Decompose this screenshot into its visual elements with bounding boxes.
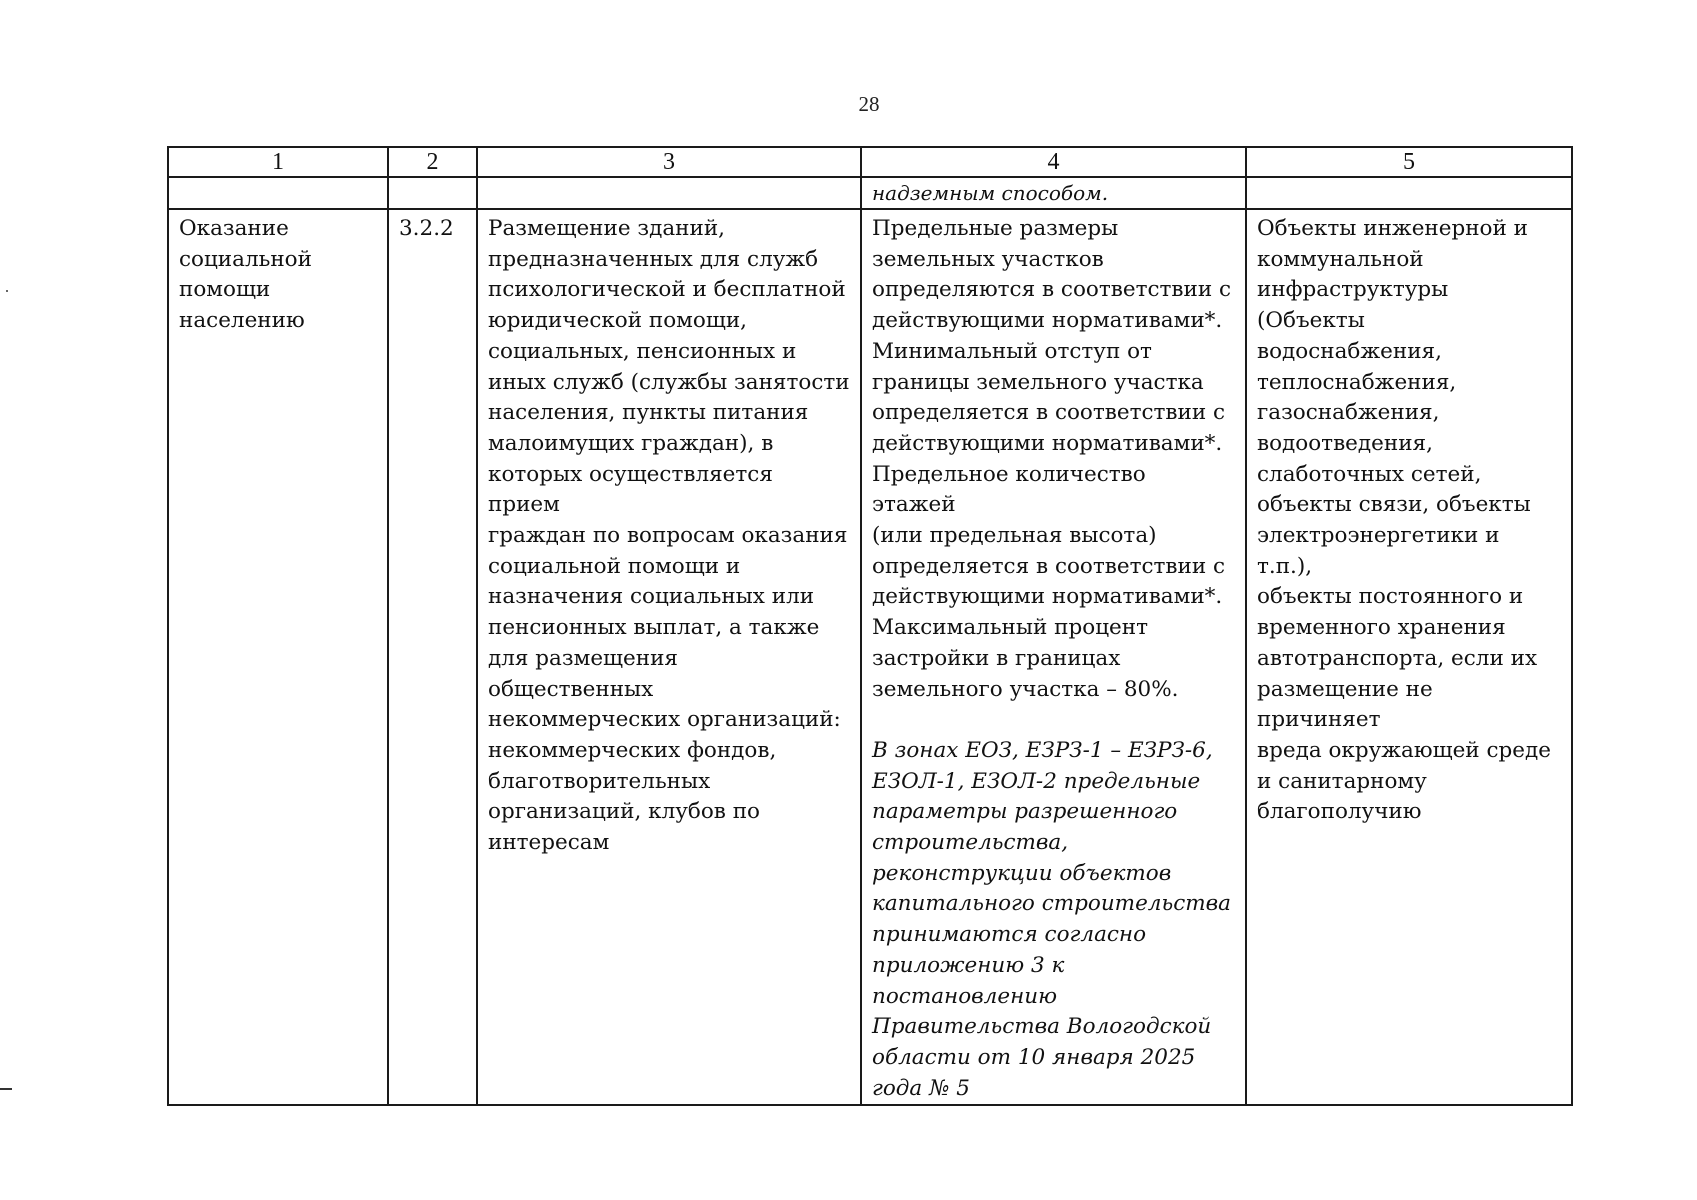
header-col-4: 4 [861, 147, 1246, 177]
use-type-code [388, 209, 477, 1105]
table-header-row [168, 147, 1572, 177]
use-type-name [168, 209, 388, 1105]
land-use-table [167, 146, 1573, 1106]
header-col-2: 2 [388, 147, 477, 177]
page-number: 28 [858, 92, 880, 116]
table-row [168, 209, 1572, 1105]
continuation-cell-5 [1246, 177, 1572, 209]
construction-parameters-note: В зонах ЕОЗ, ЕЗРЗ-1 – ЕЗРЗ-6, ЕЗОЛ-1, ЕЗОЛ-2 предельные параметры разрешенного строительства, реконструкции объектов капитального строительства принимаются согласно приложению 3 к постановлению Правительства Вологодской области от 10 января 2025 года № 5 [872, 737, 1231, 1101]
construction-parameters [861, 209, 1246, 1105]
continuation-cell-1 [168, 177, 388, 209]
auxiliary-uses-text: Объекты инженерной и коммунальной инфраструктуры (Объекты водоснабжения, теплоснабжения, газоснабжения, водоотведения, слаботочных сетей, объекты связи, объекты электроэнергетики и т.п.), объекты постоянного и временного хранения автотранспорта, если их размещение не причиняет вреда окружающей среде и санитарному благополучию [1257, 216, 1551, 825]
scan-speck [6, 290, 8, 292]
continuation-cell-2 [388, 177, 477, 209]
paragraph-gap [872, 705, 1235, 736]
scan-edge-mark [0, 1088, 12, 1090]
use-type-name-text: Оказание социальной помощи населению [179, 216, 312, 334]
continuation-text: надземным способом. [861, 177, 1246, 209]
construction-parameters-text: Предельные размеры земельных участков определяются в соответствии с действующими нормативами*. Минимальный отступ от границы земельного участка определяется в соответствии с действующими нормативами*. Предельное количество этажей (или предельная высота) определяется в соответствии с действующими нормативами*. Максимальный процент застройки в границах земельного участка – 80%. [872, 216, 1232, 702]
header-col-1: 1 [168, 147, 388, 177]
continuation-row [168, 177, 1572, 209]
header-col-5: 5 [1246, 147, 1572, 177]
auxiliary-uses [1246, 209, 1572, 1105]
use-type-code-text: 3.2.2 [399, 216, 454, 241]
header-col-3: 3 [477, 147, 861, 177]
use-type-description-text: Размещение зданий, предназначенных для служб психологической и бесплатной юридической помощи, социальных, пенсионных и иных служб (службы занятости населения, пункты питания малоимущих граждан), в которых осуществляется прием граждан по вопросам оказания социальной помощи и назначения социальных или пенсионных выплат, а также для размещения общественных некоммерческих организаций: некоммерческих фондов, благотворительных организаций, клубов по интересам [488, 216, 850, 856]
continuation-cell-3 [477, 177, 861, 209]
use-type-description [477, 209, 861, 1105]
